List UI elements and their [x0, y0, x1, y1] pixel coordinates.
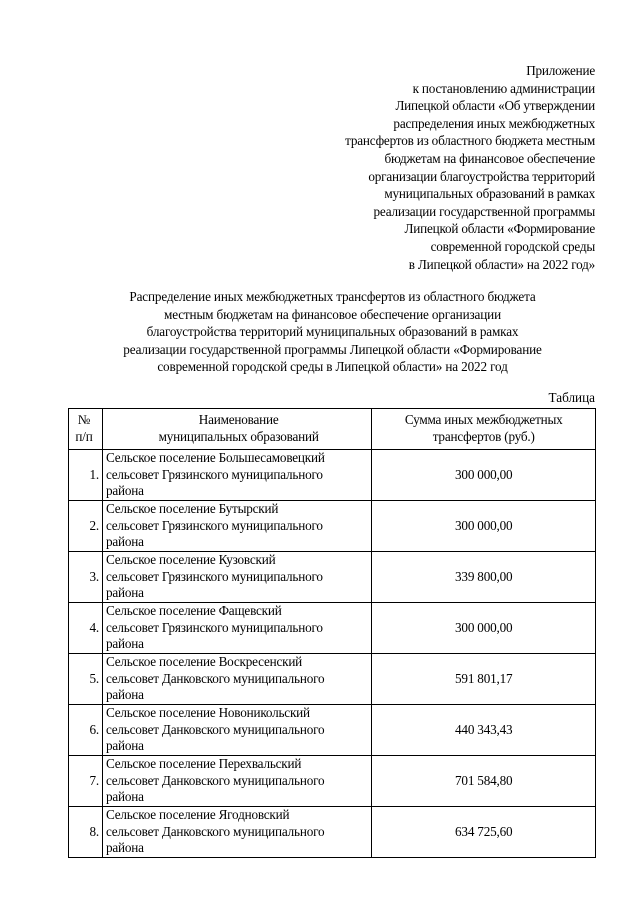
table-row: [69, 756, 596, 807]
transfers-table: [68, 408, 596, 858]
row-name-line: сельсовет Данковского муниципального: [105, 772, 325, 788]
row-name-line: Сельское поселение Кузовский: [105, 552, 276, 568]
annex-line: в Липецкой области» на 2022 год»: [408, 256, 595, 272]
annex-line: организации благоустройства территорий: [368, 168, 595, 184]
row-name-line: сельсовет Грязинского муниципального: [105, 619, 323, 635]
table-row: [69, 654, 596, 705]
row-name: [102, 756, 371, 807]
row-sum: 300 000,00: [372, 603, 596, 654]
header-num: [69, 409, 103, 450]
row-num: 5.: [69, 654, 103, 705]
row-num: 7.: [69, 756, 103, 807]
row-name-line: района: [105, 585, 144, 601]
table-row: [69, 603, 596, 654]
annex-line: современной городской среды: [430, 238, 595, 254]
row-name-line: Сельское поселение Новоникольский: [105, 705, 310, 721]
heading-line: современной городской среды в Липецкой области» на 2022 год: [157, 359, 508, 375]
row-name: [102, 807, 371, 858]
row-num: 6.: [69, 705, 103, 756]
header-sum-line2: трансфертов (руб.): [432, 429, 535, 444]
annex-line: к постановлению администрации: [412, 80, 595, 96]
annex-line: Липецкой области «Об утверждении: [395, 98, 595, 114]
row-num: 1.: [69, 450, 103, 501]
annex-line: распределения иных межбюджетных: [393, 115, 595, 131]
row-name-line: сельсовет Данковского муниципального: [105, 670, 325, 686]
row-name-line: района: [105, 789, 144, 805]
row-name-line: района: [105, 840, 144, 856]
annex-line: бюджетам на финансовое обеспечение: [384, 150, 595, 166]
row-name-line: Сельское поселение Ягодновский: [105, 807, 290, 823]
annex-block: [250, 62, 595, 273]
row-num: 3.: [69, 552, 103, 603]
table-label: Таблица: [548, 390, 595, 405]
table-row: [69, 450, 596, 501]
header-name: [102, 409, 371, 450]
header-sum: [372, 409, 596, 450]
row-name: [102, 552, 371, 603]
row-sum: 300 000,00: [372, 450, 596, 501]
row-sum: 300 000,00: [372, 501, 596, 552]
row-sum: 634 725,60: [372, 807, 596, 858]
row-name-line: Сельское поселение Воскресенский: [105, 654, 303, 670]
row-num: 8.: [69, 807, 103, 858]
row-name-line: Сельское поселение Бутырский: [105, 501, 279, 517]
annex-line: Приложение: [526, 63, 595, 78]
table-header-row: [69, 409, 596, 450]
row-num: 4.: [69, 603, 103, 654]
row-name-line: района: [105, 636, 144, 652]
row-name-line: района: [105, 483, 144, 499]
heading-line: Распределение иных межбюджетных трансфертов из областного бюджета: [129, 289, 536, 304]
annex-line: Липецкой области «Формирование: [404, 221, 595, 237]
row-name: [102, 705, 371, 756]
table-row: [69, 705, 596, 756]
table-row: [69, 501, 596, 552]
annex-line: трансфертов из областного бюджета местным: [345, 133, 595, 149]
heading-line: благоустройства территорий муниципальных образований в рамках: [146, 324, 519, 340]
header-name-line2: муниципальных образований: [158, 429, 319, 444]
header-sum-line1: Сумма иных межбюджетных: [404, 412, 563, 428]
row-num: 2.: [69, 501, 103, 552]
header-num-line1: №: [77, 412, 91, 428]
row-name-line: сельсовет Данковского муниципального: [105, 721, 325, 737]
header-num-line2: п/п: [75, 429, 93, 444]
row-sum: 701 584,80: [372, 756, 596, 807]
row-name: [102, 450, 371, 501]
row-name: [102, 603, 371, 654]
heading-line: реализации государственной программы Липецкой области «Формирование: [123, 341, 542, 357]
document-heading: [70, 288, 595, 376]
row-sum: 440 343,43: [372, 705, 596, 756]
row-sum: 591 801,17: [372, 654, 596, 705]
row-name-line: сельсовет Грязинского муниципального: [105, 517, 323, 533]
table-row: [69, 552, 596, 603]
row-name-line: сельсовет Данковского муниципального: [105, 823, 325, 839]
row-name-line: района: [105, 687, 144, 703]
row-name-line: Сельское поселение Большесамовецкий: [105, 450, 325, 466]
table-row: [69, 807, 596, 858]
annex-line: муниципальных образований в рамках: [384, 186, 595, 202]
row-sum: 339 800,00: [372, 552, 596, 603]
row-name-line: Сельское поселение Фащевский: [105, 603, 282, 619]
annex-line: реализации государственной программы: [373, 203, 595, 219]
row-name: [102, 501, 371, 552]
heading-line: местным бюджетам на финансовое обеспечение организации: [164, 306, 501, 322]
header-name-line1: Наименование: [198, 412, 279, 428]
row-name-line: района: [105, 534, 144, 550]
row-name-line: Сельское поселение Перехвальский: [105, 756, 302, 772]
row-name-line: сельсовет Грязинского муниципального: [105, 466, 323, 482]
row-name-line: района: [105, 738, 144, 754]
row-name: [102, 654, 371, 705]
row-name-line: сельсовет Грязинского муниципального: [105, 568, 323, 584]
